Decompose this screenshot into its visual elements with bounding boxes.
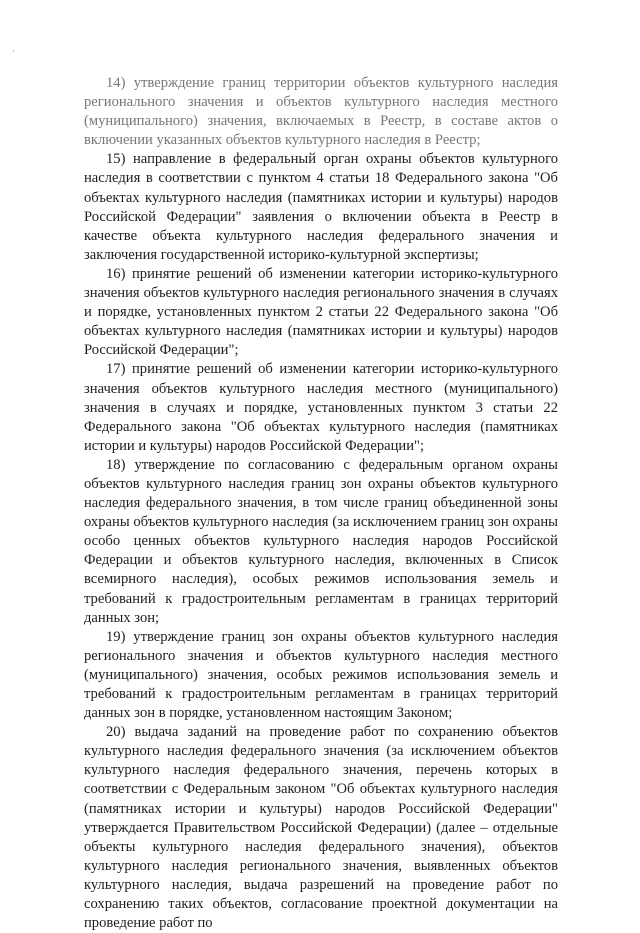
paragraph-20: 20) выдача заданий на проведение работ по сохранению объектов культурного наследия федерального значения (за исключением объектов культурного наследия федерального значения, перечень которых в соответствии с Федеральным законом "Об объектах культурного наследия (памятниках истории и культуры) народов Российской Федерации" утверждается Правительством Российской Федерации) (далее – отдельные объекты культурного наследия федерального значения), объектов культурного наследия регионального значения, выявленных объектов культурного наследия, выдача разрешений на проведение работ по сохранению таких объектов, согласование проектной документации на проведение работ по	[84, 724, 558, 932]
paragraph-14: 14) утверждение границ территории объектов культурного наследия регионального значения и объектов культурного наследия местного (муниципального) значения, включаемых в Реестр, в составе актов о включении указанных объектов культурного наследия в Реестр;	[84, 75, 558, 149]
paragraph-18: 18) утверждение по согласованию с федеральным органом охраны объектов культурного наследия границ зон охраны объектов культурного наследия федерального значения, в том числе границ объединенной зоны охраны объектов культурного наследия (за исключением границ зон охраны особо ценных объектов культурного наследия народов Российской Федерации и объектов культурного наследия, включенных в Список всемирного наследия), особых режимов использования земель и требований к градостроительным регламентам в границах территорий данных зон;	[84, 456, 558, 626]
paragraph-15: 15) направление в федеральный орган охраны объектов культурного наследия в соответствии с пунктом 4 статьи 18 Федерального закона "Об объектах культурного наследия (памятниках истории и культуры) народов Российской Федерации" заявления о включении объекта в Реестр в качестве объекта культурного наследия федерального значения и заключения государственной историко-культурной экспертизы;	[84, 151, 558, 263]
paragraph-17: 17) принятие решений об изменении категории историко-культурного значения объектов культурного наследия местного (муниципального) значения в случаях и порядке, установленных пунктом 3 статьи 22 Федерального закона "Об объектах культурного наследия (памятниках истории и культуры) народов Российской Федерации";	[84, 361, 558, 454]
paragraph-19: 19) утверждение границ зон охраны объектов культурного наследия регионального значения и объектов культурного наследия местного (муниципального) значения, особых режимов использования земель и требований к градостроительным регламентам в границах территорий данных зон в порядке, установленном настоящим Законом;	[84, 628, 558, 722]
scan-artifact	[13, 50, 14, 52]
document-body	[84, 74, 558, 933]
paragraph-16: 16) принятие решений об изменении категории историко-культурного значения объектов культурного наследия регионального значения в случаях и порядке, установленных пунктом 2 статьи 22 Федерального закона "Об объектах культурного наследия (памятниках истории и культуры) народов Российской Федерации";	[84, 265, 558, 359]
